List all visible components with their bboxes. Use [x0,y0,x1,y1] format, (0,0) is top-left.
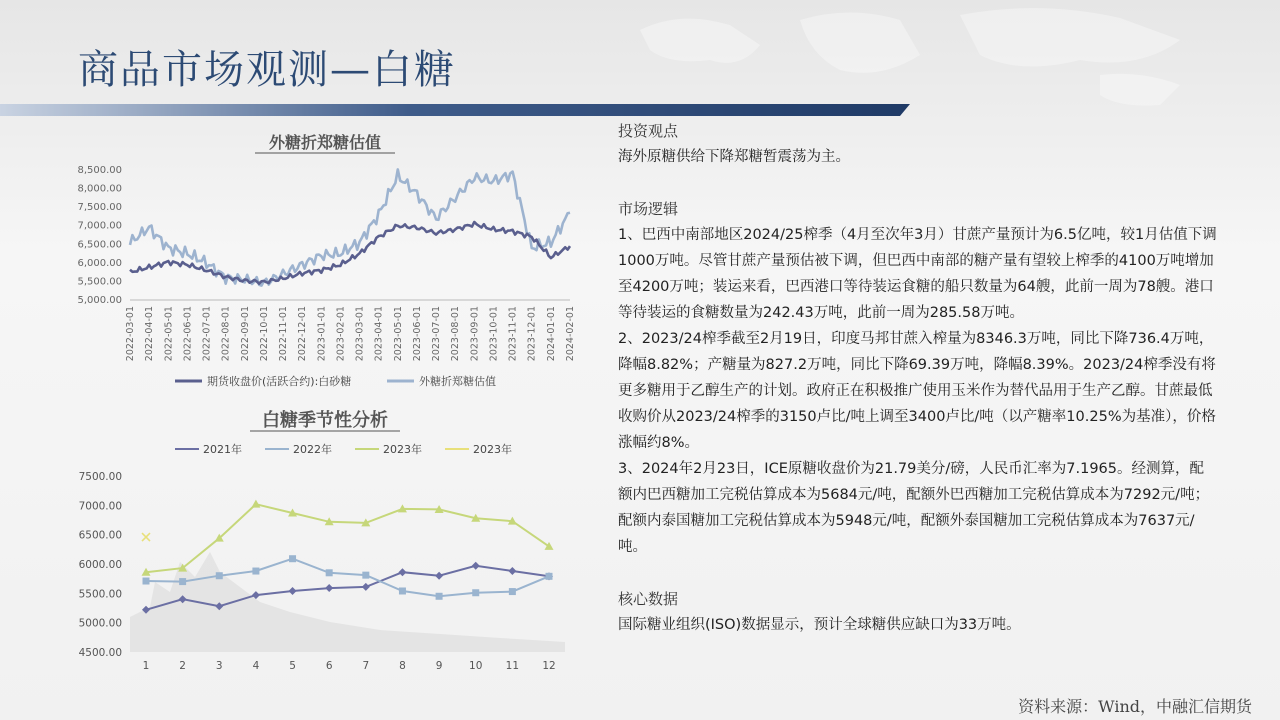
x-tick-label: 1 [142,660,150,672]
data-point-s1-12 [546,573,553,580]
data-point-s1-2 [179,578,186,585]
x-tick-label: 2023-05-01 [392,306,404,362]
x-tick-label: 11 [505,660,520,672]
y-tick-label: 6500.00 [78,529,122,542]
x-tick-label: 8 [399,660,406,672]
legend-label-futures: 期货收盘价(活跃合约):白砂糖 [207,375,352,388]
title-underline-bar [0,104,910,116]
legend-label-external: 外糖折郑糖估值 [419,375,496,388]
y-tick-label: 8,500.00 [77,165,122,176]
data-point-s0-5 [289,587,297,595]
legend-label-3: 2023年 [473,443,512,456]
x-tick-label: 2023-02-01 [335,306,347,362]
page-title: 商品市场观测—白糖 [78,47,456,93]
x-tick-label: 2023-03-01 [354,306,366,362]
x-tick-label: 2022-10-01 [258,306,270,362]
x-tick-label: 2023-12-01 [526,306,538,362]
x-tick-label: 2023-01-01 [316,306,328,362]
x-tick-label: 12 [542,660,556,672]
x-tick-label: 2023-09-01 [469,306,481,362]
market-logic-point-1: 1、巴西中南部地区2024/25榨季（4月至次年3月）甘蔗产量预计为6.5亿吨，较1月估值下调1000万吨。尽管甘蔗产量预估被下调，但巴西中南部的糖产量有望较上榨季的4100万吨增加至4200万吨；装运来看，巴西港口等待装运食糖的船只数量为64艘，此前一周为78艘。港口等待装运的食糖数量为242.43万吨，此前一周为285.58万吨。 [618,227,1217,321]
legend-label-2: 2023年 [383,443,422,456]
y-tick-label: 7500.00 [78,471,122,483]
y-tick-label: 7000.00 [78,500,122,513]
analysis-panel [618,118,1218,638]
x-tick-label: 9 [435,660,443,672]
y-tick-label: 6000.00 [78,559,122,571]
x-tick-label: 2022-04-01 [144,306,156,362]
data-point-s1-9 [436,593,443,600]
market-logic-point-2: 2、2023/24榨季截至2月19日，印度马邦甘蔗入榨量为8346.3万吨，同比下降736.4万吨，降幅8.82%；产糖量为827.2万吨，同比下降69.39万吨，降幅8.39%。2023/24榨季没有将更多糖用于乙醇生产的计划。政府正在积极推广使用玉米作为替代品用于生产乙醇。甘蔗最低收购价从2023/24榨季的3150卢比/吨上调至3400卢比/吨（以产糖率10.25%为基准），价格涨幅约8%。 [618,331,1216,451]
y-tick-label: 5000.00 [78,617,122,630]
x-tick-label: 2023-04-01 [373,306,385,362]
chart-title: 外糖折郑糖估值 [268,133,382,152]
data-point-s0-8 [398,568,406,576]
data-point-s0-11 [508,567,516,575]
y-tick-label: 5,500.00 [77,276,122,288]
x-tick-label: 6 [325,660,333,672]
x-tick-label: 2023-11-01 [507,306,519,362]
data-point-s1-6 [326,569,333,576]
data-point-s0-7 [362,583,370,591]
data-point-s1-5 [289,555,296,562]
x-tick-label: 2022-09-01 [239,306,251,362]
source-note: 资料来源：Wind，中融汇信期货 [1018,697,1252,716]
y-tick-label: 5,000.00 [77,295,122,306]
x-tick-label: 2022-06-01 [182,306,194,362]
market-logic-heading: 市场逻辑 [618,200,679,218]
x-tick-label: 2023-08-01 [450,306,462,362]
y-tick-label: 8,000.00 [77,183,122,195]
data-point-s1-7 [362,572,369,579]
y-tick-label: 7,000.00 [77,220,122,232]
external-sugar-valuation-chart [60,126,590,396]
core-data-heading: 核心数据 [618,590,679,608]
y-tick-label: 5500.00 [78,588,122,601]
investment-view-text: 海外原糖供给下降郑糖暂震荡为主。 [618,149,850,165]
x-tick-label: 2022-03-01 [125,306,136,362]
data-point-s1-4 [252,568,259,575]
x-tick-label: 2022-11-01 [278,306,290,362]
data-point-s1-1 [143,578,150,585]
y-tick-label: 4500.00 [78,647,122,659]
x-tick-label: 5 [289,660,296,672]
data-point-s2-4 [251,500,260,508]
investment-view-heading: 投资观点 [618,122,679,140]
x-tick-label: 2022-08-01 [220,306,232,362]
x-tick-label: 7 [362,660,370,672]
y-tick-label: 6,500.00 [77,239,122,251]
data-point-s0-10 [472,562,480,570]
x-tick-label: 2023-06-01 [411,306,423,362]
x-tick-label: 2022-12-01 [297,306,309,362]
x-tick-label: 2023-07-01 [431,306,443,362]
x-tick-label: 2022-07-01 [201,306,213,362]
x-tick-label: 10 [469,660,483,672]
sugar-seasonality-chart [60,402,590,694]
data-point-s1-11 [509,588,516,595]
legend-label-1: 2022年 [293,443,332,456]
y-tick-label: 7,500.00 [77,202,122,214]
x-tick-label: 2024-02-01 [565,306,576,362]
data-point-s1-10 [472,589,479,596]
data-point-s0-6 [325,584,333,592]
x-tick-label: 4 [252,660,260,672]
chart-title: 白糖季节性分析 [262,410,388,431]
x-tick-label: 2022-05-01 [163,306,175,362]
data-point-s1-8 [399,587,406,594]
x-tick-label: 2023-10-01 [488,306,500,362]
core-data-text: 国际糖业组织(ISO)数据显示，预计全球糖供应缺口为33万吨。 [618,617,1021,633]
market-logic-point-3: 3、2024年2月23日，ICE原糖收盘价为21.79美分/磅，人民币汇率为7.1965。经测算，配额内巴西糖加工完税估算成本为5684元/吨，配额外巴西糖加工完税估算成本为7292元/吨；配额内泰国糖加工完税估算成本为5948元/吨，配额外泰国糖加工完税估算成本为7637元/吨。 [618,461,1210,555]
legend-label-0: 2021年 [203,443,242,456]
x-tick-label: 2 [179,660,186,672]
data-point-s1-3 [216,572,223,579]
x-tick-label: 2024-01-01 [545,306,557,362]
data-point-s0-9 [435,572,443,580]
world-map-decoration [620,0,1240,110]
y-tick-label: 6,000.00 [77,257,122,269]
x-tick-label: 3 [215,660,223,672]
